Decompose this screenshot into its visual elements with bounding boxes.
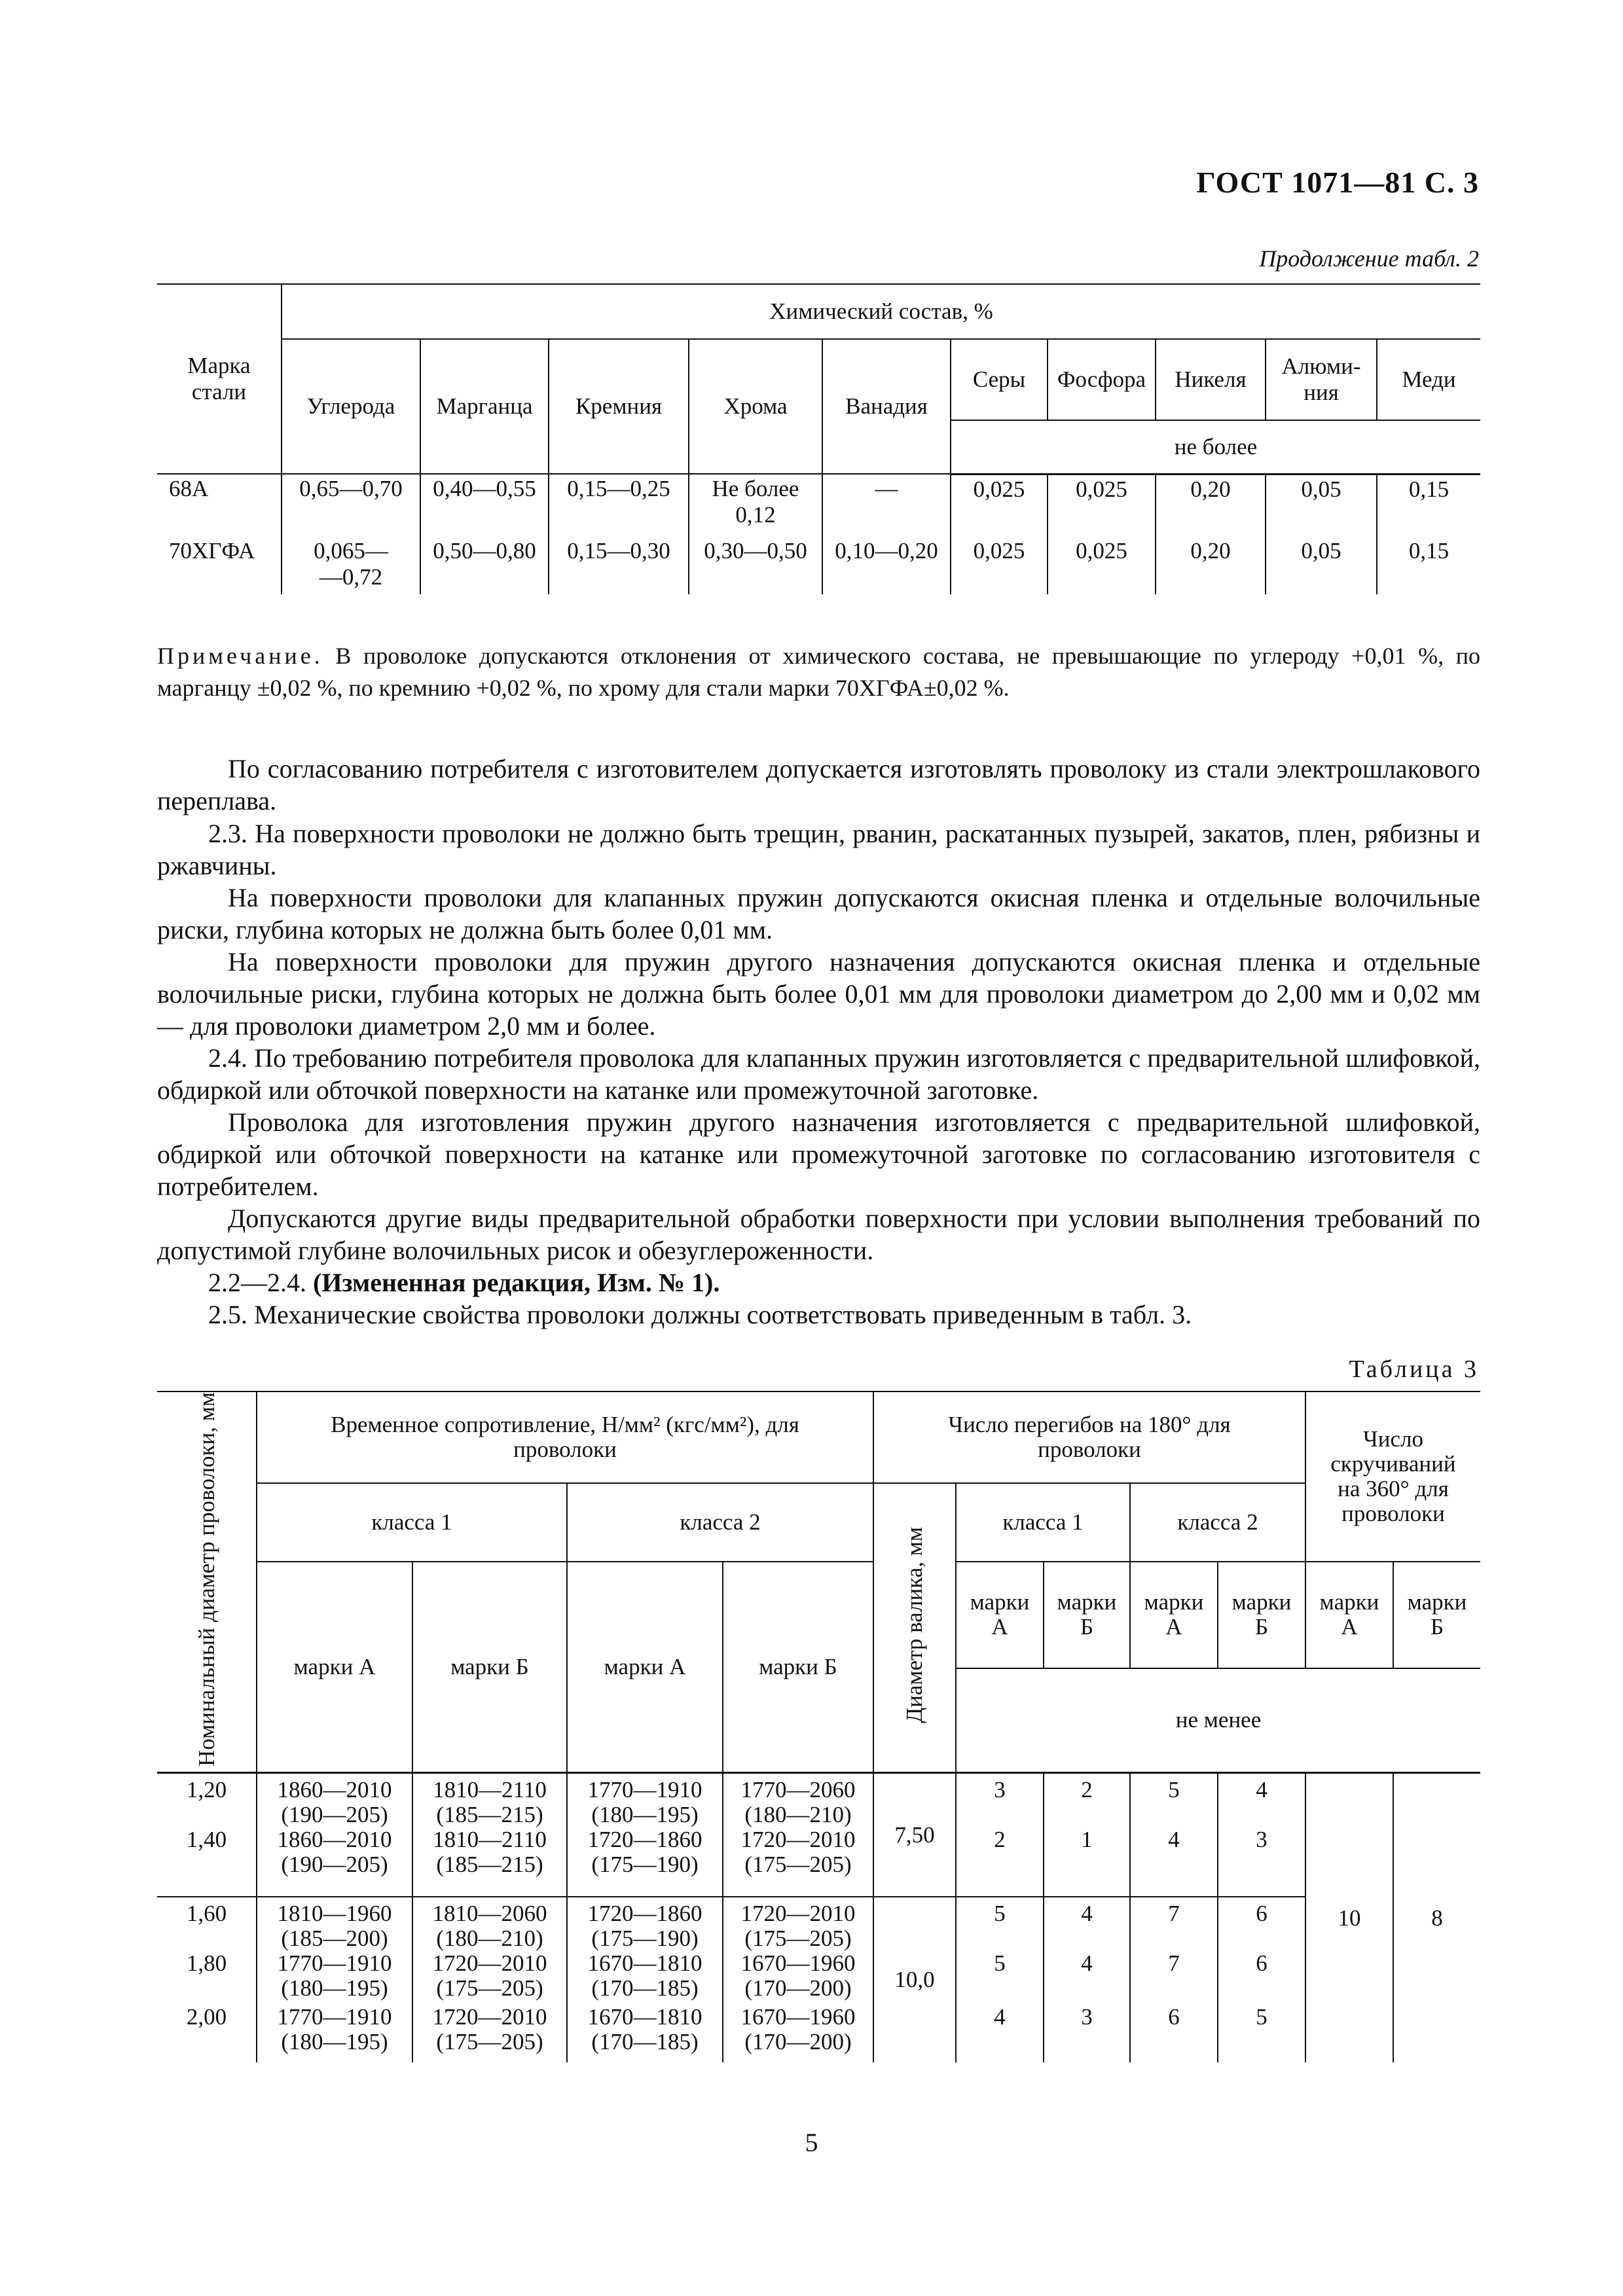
- aluminum-header: Алюми- ния: [1266, 339, 1377, 420]
- table-note: [157, 640, 1480, 704]
- diameter-header: Номинальный диаметр проволоки, мм: [157, 1391, 257, 1773]
- twists-a: марки А: [1305, 1562, 1393, 1668]
- table-row: 70ХГФА 0,065— —0,72 0,50—0,80 0,15—0,30 0,30—0,50 0,10—0,20 0,025 0,025 0,20 0,05 0,15: [157, 537, 1480, 594]
- table-row: 1,20 1860—2010 (190—205) 1810—2110 (185—215) 1770—1910 (180—195) 1770—2060 (180—210) 7,50 3 2 5 4 10 8: [157, 1773, 1480, 1828]
- tensile-c1-a: марки А: [257, 1562, 412, 1772]
- sulfur-header: Серы: [951, 339, 1048, 420]
- paragraph: 2.5. Механические свойства проволоки должны соответствовать приведенным в табл. 3.: [208, 1300, 1192, 1329]
- tensile-c2-a: марки А: [567, 1562, 723, 1772]
- copper-header: Меди: [1377, 339, 1480, 420]
- twists-header: Число скручиваний на 360° для проволоки: [1305, 1391, 1480, 1562]
- paragraph: По согласованию потребителя с изготовителем допускается изготовлять проволоку из стали электрошлакового переплава.: [157, 754, 1480, 816]
- table-caption: Продолжение табл. 2: [1259, 245, 1479, 272]
- paragraph: На поверхности проволоки для клапанных пружин допускаются окисная пленка и отдельные волочильные риски, глубина которых не должна быть более 0,01 мм.: [157, 883, 1480, 944]
- amendment-note: (Измененная редакция, Изм. № 1).: [313, 1268, 720, 1297]
- table-row: 1,60 1810—1960 (185—200) 1810—2060 (180—210) 1720—1860 (175—190) 1720—2010 (175—205) 10,0 5 4 7 6: [157, 1897, 1480, 1951]
- bends-class2: класса 2: [1130, 1483, 1305, 1562]
- paragraph: 2.3. На поверхности проволоки не должно быть трещин, рванин, раскатанных пузырей, закатов, плен, рябизны и ржавчины.: [157, 819, 1480, 880]
- tensile-c1-b: марки Б: [412, 1562, 567, 1772]
- manganese-header: Марганца: [420, 339, 549, 474]
- paragraph: Допускаются другие виды предварительной обработки поверхности при условии выполнения требований по допустимой глубине волочильных рисок и обезуглероженности.: [157, 1204, 1480, 1265]
- tensile-c2-b: марки Б: [723, 1562, 873, 1772]
- bends-c2-a: марки А: [1130, 1562, 1218, 1668]
- page-number: 5: [805, 2128, 818, 2157]
- steel-grade-header: Марка стали: [157, 284, 282, 474]
- silicon-header: Кремния: [549, 339, 689, 474]
- carbon-header: Углерода: [282, 339, 420, 474]
- tensile-header: Временное сопротивление, Н/мм² (кгс/мм²), для проволоки: [257, 1391, 873, 1483]
- paragraph: На поверхности проволоки для пружин другого назначения допускаются окисная пленка и отдельные волочильные риски, глубина которых не должна быть более 0,01 мм для проволоки диаметром до 2,00 мм и 0,02 мм — для проволоки диаметром 2,0 мм и более.: [157, 947, 1480, 1041]
- bends-class1: класса 1: [956, 1483, 1130, 1562]
- paragraph: Проволока для изготовления пружин другого назначения изготовляется с предварительной шлифовкой, обдиркой или обточкой поверхности на катанке или промежуточной заготовке по согласованию изготовителя с потребителем.: [157, 1107, 1480, 1201]
- twists-b: марки Б: [1393, 1562, 1480, 1668]
- phosphorus-header: Фосфора: [1048, 339, 1156, 420]
- table-caption: Таблица 3: [1349, 1355, 1479, 1383]
- table-row: 1,40 1860—2010 (190—205) 1810—2110 (185—215) 1720—1860 (175—190) 1720—2010 (175—205) 2 1 4 3: [157, 1827, 1480, 1897]
- nickel-header: Никеля: [1156, 339, 1266, 420]
- mechanical-properties-table: [157, 1391, 1480, 2062]
- roller-value: 10,0: [873, 1897, 956, 2062]
- twists-a-value: 10: [1305, 1773, 1393, 2063]
- table-row: 68А 0,65—0,70 0,40—0,55 0,15—0,25 Не более 0,12 — 0,025 0,025 0,20 0,05 0,15: [157, 474, 1480, 537]
- roller-header: Диаметр валика, мм: [873, 1483, 956, 1773]
- table-row: 2,00 1770—1910 (180—195) 1720—2010 (175—205) 1670—1810 (170—185) 1670—1960 (170—200) 4 3 6 5: [157, 2005, 1480, 2062]
- max-subheader: не более: [951, 420, 1480, 474]
- bends-c1-b: марки Б: [1044, 1562, 1130, 1668]
- tensile-class2: класса 2: [567, 1483, 873, 1562]
- bends-c2-b: марки Б: [1218, 1562, 1305, 1668]
- vanadium-header: Ванадия: [822, 339, 951, 474]
- min-subheader: не менее: [956, 1668, 1480, 1773]
- twists-b-value: 8: [1393, 1773, 1480, 2063]
- page-header: ГОСТ 1071—81 С. 3: [1196, 166, 1479, 199]
- note-label: Примечание.: [157, 643, 323, 669]
- bends-header: Число перегибов на 180° для проволоки: [873, 1391, 1305, 1483]
- table-row: 1,80 1770—1910 (180—195) 1720—2010 (175—205) 1670—1810 (170—185) 1670—1960 (170—200) 5 4 7 6: [157, 1951, 1480, 2005]
- paragraph: 2.2—2.4. (Измененная редакция, Изм. № 1).: [208, 1268, 720, 1297]
- note-text: В проволоке допускаются отклонения от химического состава, не превышающие по углероду +0,01 %, по марганцу ±0,02 %, по кремнию +0,02 %, по хрому для стали марки 70ХГФА±0,02 %.: [157, 643, 1480, 701]
- chem-group-header: Химический состав, %: [282, 284, 1480, 339]
- chemical-composition-table: [157, 283, 1480, 594]
- paragraph: 2.4. По требованию потребителя проволока для клапанных пружин изготовляется с предварительной шлифовкой, обдиркой или обточкой поверхности на катанке или промежуточной заготовке.: [157, 1043, 1480, 1105]
- chromium-header: Хрома: [689, 339, 822, 474]
- roller-value: 7,50: [873, 1773, 956, 1897]
- tensile-class1: класса 1: [257, 1483, 567, 1562]
- bends-c1-a: марки А: [956, 1562, 1044, 1668]
